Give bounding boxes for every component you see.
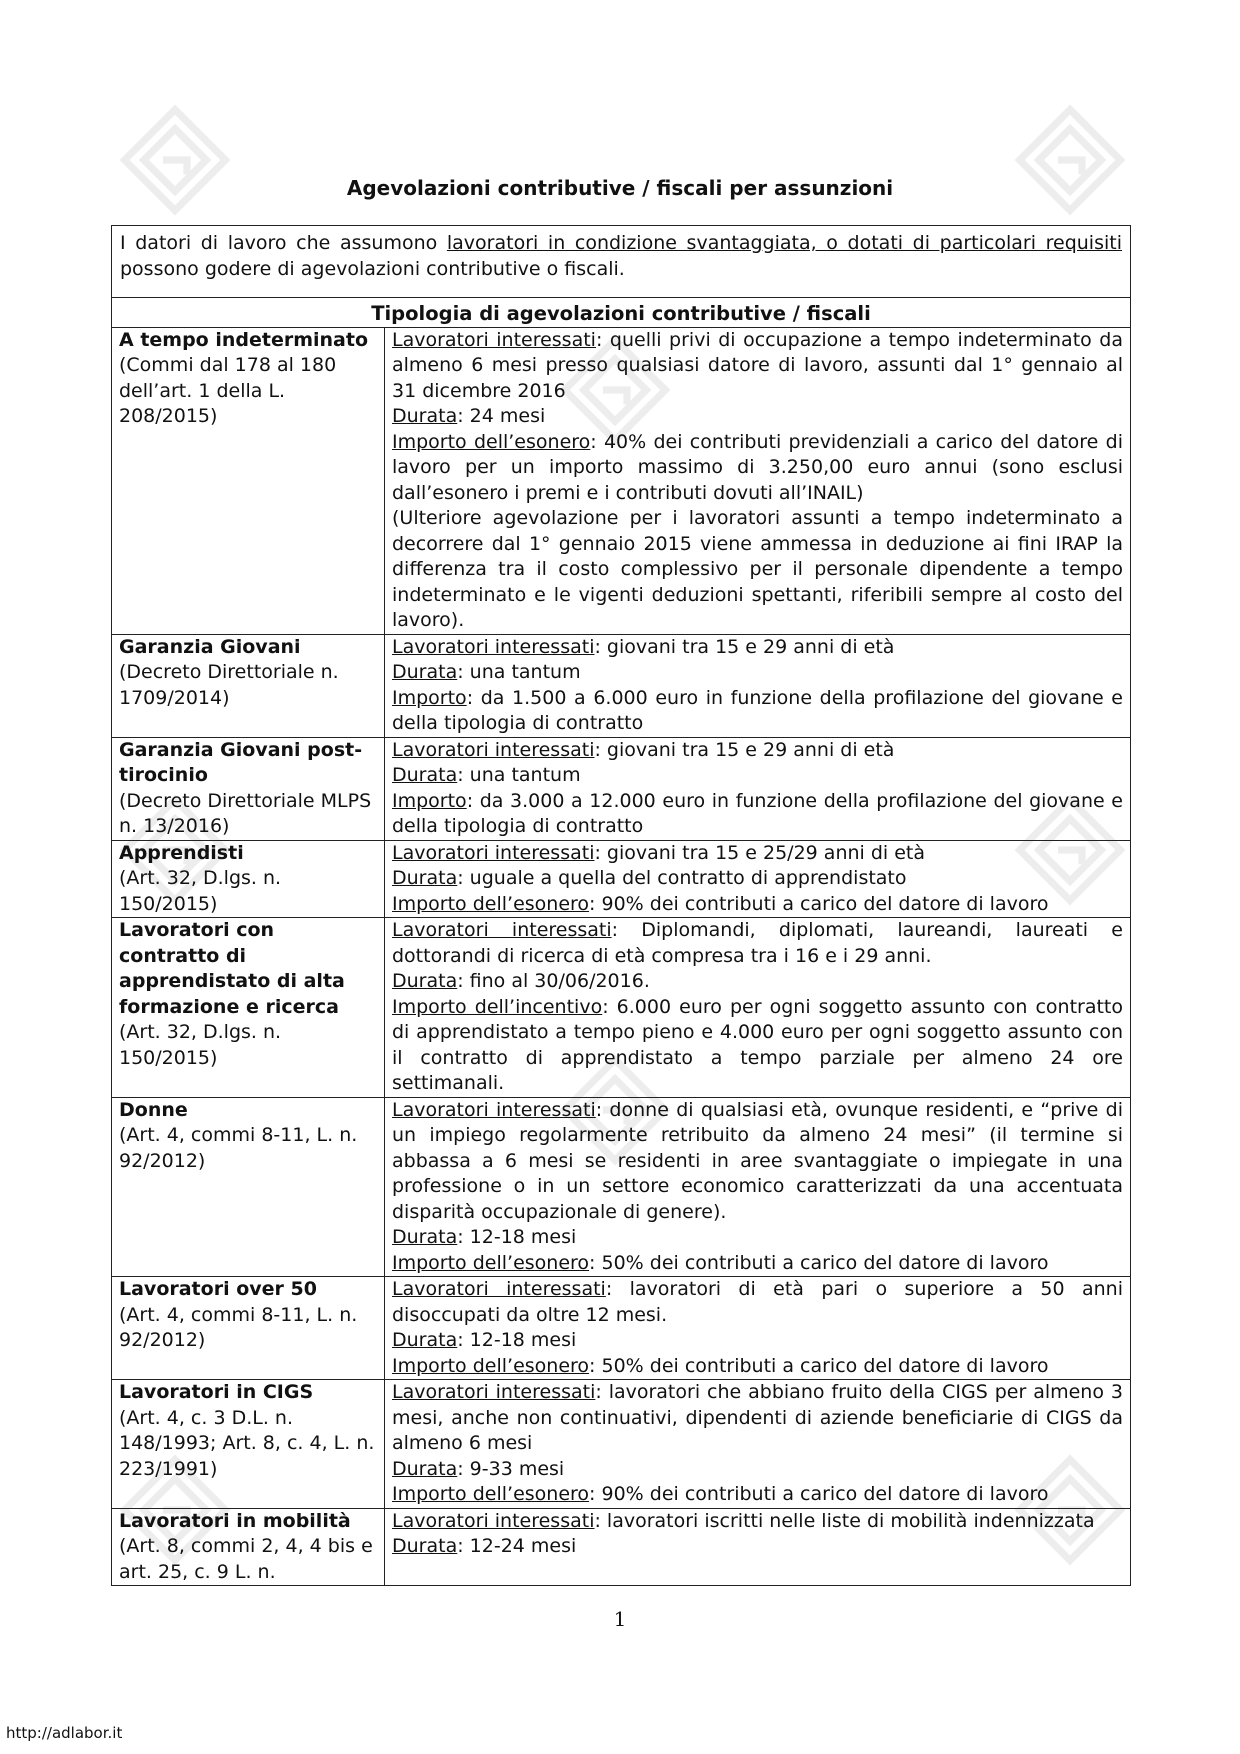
detail-text: : una tantum [457, 661, 581, 683]
table-row [112, 327, 1131, 634]
row-details-cell [385, 918, 1131, 1098]
row-details-cell [385, 737, 1131, 840]
row-category-title: Lavoratori con contratto di apprendistato di alta formazione e ricerca [119, 919, 345, 1018]
detail-text: (Ulteriore agevolazione per i lavoratori assunti a tempo indeterminato a decorrere dal 1° gennaio 2015 viene ammessa in deduzione ai fini IRAP la differenza tra il costo complessivo per il personale dipendente a tempo indeterminato e le vigenti deduzioni spettanti, riferibili sempre al costo del lavoro). [392, 507, 1123, 631]
detail-label: Importo dell’esonero [392, 1354, 590, 1377]
detail-text: : giovani tra 15 e 29 anni di età [594, 635, 895, 658]
detail-line [392, 866, 1123, 892]
table-row [112, 840, 1131, 918]
footer-url: http://adlabor.it [6, 1724, 123, 1742]
row-category-cell [112, 1508, 385, 1586]
row-category-title: Garanzia Giovani post-tirocinio [119, 738, 363, 786]
row-details-cell [385, 1380, 1131, 1509]
row-category-cell [112, 1097, 385, 1277]
detail-text: : Diplomandi, diplomati, laureandi, laureati e dottorandi di ricerca di età compresa tra i 16 e i 29 anni. [392, 919, 1123, 967]
row-category-title: Lavoratori over 50 [119, 1278, 317, 1300]
detail-label: Durata [392, 867, 458, 889]
row-legal-reference: (Art. 8, commi 2, 4, 4 bis e art. 25, c. 9 L. n. [119, 1535, 373, 1583]
table-header-row [112, 298, 1131, 328]
detail-text: : da 1.500 a 6.000 euro in funzione della profilazione del giovane e della tipologia di contratto [392, 686, 1123, 734]
detail-label: Durata [392, 1457, 458, 1480]
detail-text: : quelli privi di occupazione a tempo indeterminato da almeno 6 mesi presso qualsiasi datore di lavoro, assunti dal 1° gennaio al 31 dicembre 2016 [392, 328, 1124, 402]
row-category-title: Apprendisti [119, 841, 244, 864]
detail-line [392, 1380, 1123, 1457]
detail-line [392, 1354, 1123, 1380]
table-header: Tipologia di agevolazioni contributive / fiscali [112, 298, 1131, 328]
row-details-cell [385, 1097, 1131, 1277]
detail-label: Lavoratori interessati [392, 1381, 596, 1403]
logo-watermark-icon [1010, 100, 1130, 220]
detail-text: : 50% dei contributi a carico del datore di lavoro [589, 1251, 1049, 1274]
detail-label: Importo dell’esonero [392, 1483, 590, 1505]
detail-line [392, 1277, 1123, 1328]
document-title: Agevolazioni contributive / fiscali per assunzioni [346, 176, 894, 200]
row-legal-reference: (Art. 32, D.lgs. n. 150/2015) [119, 867, 282, 915]
detail-line [392, 892, 1123, 918]
detail-label: Lavoratori interessati [392, 1098, 596, 1121]
detail-label: Durata [392, 661, 458, 683]
row-category-cell [112, 840, 385, 918]
detail-label: Durata [392, 1226, 458, 1248]
detail-text: : 9-33 mesi [457, 1457, 565, 1480]
row-details-cell [385, 1277, 1131, 1380]
detail-text: : 40% dei contributi previdenziali a carico del datore di lavoro per un importo massimo di 3.250,00 euro annui (sono esclusi dall’esonero i premi e i contributi dovuti all’INAIL) [392, 430, 1123, 504]
detail-line [392, 1251, 1123, 1277]
detail-text: : 12-18 mesi [457, 1329, 577, 1351]
detail-text: : fino al 30/06/2016. [457, 970, 650, 992]
intro-prefix: I datori di lavoro che assumono [120, 232, 447, 254]
row-details-cell [385, 1508, 1131, 1586]
intro-underlined: lavoratori in condizione svantaggiata, o dotati di particolari requisiti [446, 232, 1122, 254]
row-legal-reference: (Art. 32, D.lgs. n. 150/2015) [119, 1021, 282, 1069]
detail-text: : lavoratori iscritti nelle liste di mobilità indennizzata [594, 1509, 1095, 1532]
detail-label: Lavoratori interessati [392, 1509, 595, 1532]
table-body [112, 327, 1131, 1586]
logo-watermark-icon [115, 100, 235, 220]
intro-suffix: possono godere di agevolazioni contributive o fiscali. [120, 258, 625, 280]
table-row [112, 1508, 1131, 1586]
detail-text: : 12-24 mesi [457, 1535, 577, 1557]
table-row [112, 918, 1131, 1098]
detail-label: Durata [392, 405, 458, 427]
row-category-title: Donne [119, 1098, 188, 1121]
detail-label: Importo [392, 686, 467, 709]
row-category-title: A tempo indeterminato [119, 328, 369, 351]
row-legal-reference: (Art. 4, c. 3 D.L. n. 148/1993; Art. 8, c. 4, L. n. 223/1991) [119, 1406, 375, 1480]
row-details-cell [385, 327, 1131, 634]
row-category-cell [112, 737, 385, 840]
detail-label: Lavoratori interessati [392, 919, 612, 941]
detail-label: Durata [392, 970, 458, 992]
detail-line [392, 660, 1123, 686]
detail-line [392, 1482, 1123, 1508]
detail-line [392, 430, 1123, 507]
agevolazioni-table [111, 297, 1131, 1586]
detail-line [392, 789, 1123, 840]
detail-label: Importo dell’esonero [392, 430, 591, 453]
row-category-cell [112, 1277, 385, 1380]
detail-label: Durata [392, 764, 458, 786]
row-category-cell [112, 327, 385, 634]
row-legal-reference: (Art. 4, commi 8-11, L. n. 92/2012) [119, 1124, 358, 1172]
detail-line [392, 969, 1123, 995]
row-category-title: Garanzia Giovani [119, 635, 301, 658]
detail-text: : uguale a quella del contratto di apprendistato [457, 867, 907, 889]
detail-label: Importo [392, 789, 467, 812]
detail-text: : una tantum [457, 764, 581, 786]
detail-label: Lavoratori interessati [392, 328, 596, 351]
detail-text: : 12-18 mesi [457, 1226, 577, 1248]
detail-line [392, 1225, 1123, 1251]
row-category-cell [112, 634, 385, 737]
detail-line [392, 328, 1123, 405]
row-category-cell [112, 918, 385, 1098]
detail-label: Durata [392, 1329, 458, 1351]
page-number: 1 [613, 1607, 627, 1631]
detail-line [392, 404, 1123, 430]
table-row [112, 1380, 1131, 1509]
detail-label: Durata [392, 1535, 458, 1557]
row-category-title: Lavoratori in CIGS [119, 1381, 314, 1403]
detail-label: Lavoratori interessati [392, 1278, 606, 1300]
detail-text: : giovani tra 15 e 29 anni di età [594, 738, 895, 761]
detail-text: : 90% dei contributi a carico del datore di lavoro [589, 892, 1049, 915]
row-legal-reference: (Decreto Direttoriale n. 1709/2014) [119, 661, 339, 709]
detail-text: : giovani tra 15 e 25/29 anni di età [594, 841, 926, 864]
detail-line [392, 1457, 1123, 1483]
detail-line [392, 1098, 1123, 1226]
row-category-cell [112, 1380, 385, 1509]
detail-line [392, 918, 1123, 969]
detail-text: : lavoratori che abbiano fruito della CIGS per almeno 3 mesi, anche non continuativi, dipendenti di aziende beneficiarie di CIGS da almeno 6 mesi [392, 1381, 1123, 1454]
table-row [112, 1277, 1131, 1380]
detail-line [392, 1509, 1123, 1535]
detail-text: : 50% dei contributi a carico del datore di lavoro [589, 1354, 1049, 1377]
row-category-title: Lavoratori in mobilità [119, 1509, 351, 1532]
detail-line [392, 995, 1123, 1097]
detail-line [392, 506, 1123, 634]
detail-line [392, 1534, 1123, 1560]
detail-text: : da 3.000 a 12.000 euro in funzione della profilazione del giovane e della tipologia di contratto [392, 789, 1123, 837]
detail-text: : donne di qualsiasi età, ovunque residenti, e “prive di un impiego regolarmente retribuito da almeno 24 mesi” (il termine si abbassa a 6 mesi se residenti in aree svantaggiate o impiegate in una professione o in un settore economico caratterizzati da una accentuata disparità occupazionale di genere). [392, 1098, 1123, 1223]
detail-line [392, 738, 1123, 764]
detail-label: Importo dell’esonero [392, 1251, 590, 1274]
row-details-cell [385, 840, 1131, 918]
row-legal-reference: (Art. 4, commi 8-11, L. n. 92/2012) [119, 1303, 358, 1351]
detail-label: Lavoratori interessati [392, 738, 595, 761]
table-row [112, 634, 1131, 737]
table-row [112, 737, 1131, 840]
row-legal-reference: (Decreto Direttoriale MLPS n. 13/2016) [119, 789, 372, 837]
table-row [112, 1097, 1131, 1277]
detail-text: : lavoratori di età pari o superiore a 50 anni disoccupati da oltre 12 mesi. [392, 1278, 1124, 1326]
detail-label: Lavoratori interessati [392, 635, 595, 658]
detail-text: : 90% dei contributi a carico del datore di lavoro [589, 1483, 1049, 1505]
detail-label: Lavoratori interessati [392, 841, 595, 864]
intro-paragraph [111, 225, 1131, 297]
row-details-cell [385, 634, 1131, 737]
detail-line [392, 763, 1123, 789]
detail-label: Importo dell’incentivo [392, 995, 603, 1018]
detail-text: : 6.000 euro per ogni soggetto assunto con contratto di apprendistato a tempo pieno e 4.000 euro per ogni soggetto assunto con il contratto di apprendistato a tempo parziale per almeno 24 ore settimanali. [392, 995, 1123, 1094]
detail-line [392, 635, 1123, 661]
row-legal-reference: (Commi dal 178 al 180 dell’art. 1 della L. 208/2015) [119, 354, 337, 427]
detail-label: Importo dell’esonero [392, 892, 590, 915]
detail-line [392, 1328, 1123, 1354]
detail-line [392, 841, 1123, 867]
detail-line [392, 686, 1123, 737]
detail-text: : 24 mesi [457, 405, 546, 427]
